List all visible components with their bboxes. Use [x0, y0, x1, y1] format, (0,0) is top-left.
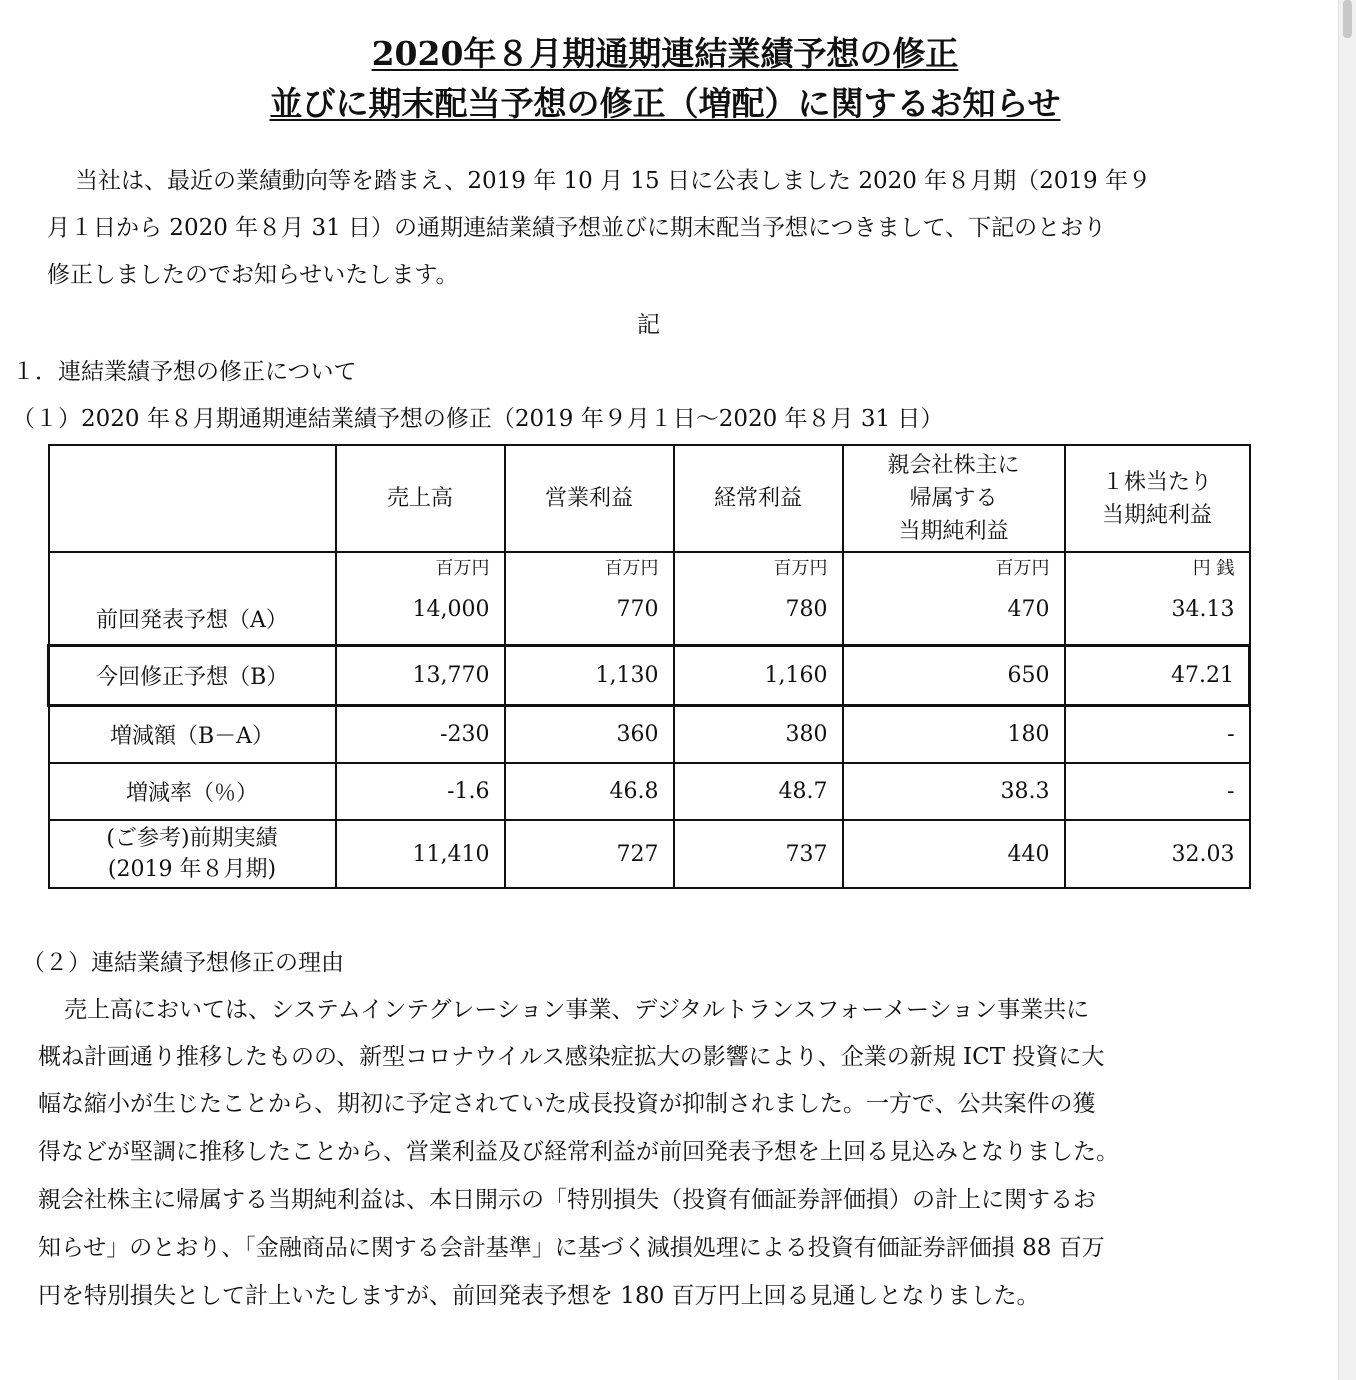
scrollbar-thumb[interactable] [1343, 0, 1352, 38]
cell-operating-profit: 46.8 [505, 763, 674, 820]
value: 470 [1007, 597, 1050, 622]
header-eps-line1: １株当たり [1101, 469, 1212, 495]
forecast-table [47, 444, 1251, 889]
row-label: 増減額（B－A） [49, 705, 336, 763]
row-label: 前回発表予想（A） [49, 552, 336, 645]
ki-heading: 記 [637, 312, 660, 338]
cell-operating-profit [505, 552, 674, 645]
intro-line-2: 月１日から 2020 年８月 31 日）の通期連結業績予想並びに期末配当予想につきまして、下記のとおり [47, 215, 1107, 241]
document-title-line1: 2020年８月期通期連結業績予想の修正 [371, 34, 959, 73]
header-eps-line2: 当期純利益 [1101, 502, 1212, 528]
reason-line-1: 売上高においては、システムインテグレーション事業、デジタルトランスフォーメーション事業共に [64, 997, 1090, 1023]
header-net-line2: 帰属する [909, 486, 998, 511]
cell-net-profit: 180 [843, 705, 1065, 763]
reason-line-6: 知らせ」のとおり、「金融商品に関する会計基準」に基づく減損処理による投資有価証券評価損 88 百万 [38, 1235, 1105, 1261]
table-row-change-rate [49, 763, 1250, 820]
row-label-line2: (2019 年８月期) [107, 857, 277, 882]
unit-label: 百万円 [995, 558, 1050, 579]
table-row-previous [49, 552, 1250, 645]
cell-net-profit [843, 552, 1065, 645]
cell-ordinary-profit: 1,160 [674, 645, 843, 705]
value: 770 [616, 597, 659, 622]
reason-line-3: 幅な縮小が生じたことから、期初に予定されていた成長投資が抑制されました。一方で、公共案件の獲 [38, 1091, 1096, 1117]
cell-net-profit: 38.3 [843, 763, 1065, 820]
reason-line-2: 概ね計画通り推移したものの、新型コロナウイルス感染症拡大の影響により、企業の新規 ICT 投資に大 [38, 1044, 1105, 1070]
header-net-line3: 当期純利益 [898, 519, 1009, 544]
cell-eps: 32.03 [1065, 820, 1250, 888]
unit-label: 百万円 [773, 558, 828, 579]
value: 14,000 [412, 597, 490, 622]
cell-sales: 11,410 [336, 820, 505, 888]
reason-line-5: 親会社株主に帰属する当期純利益は、本日開示の「特別損失（投資有価証券評価損）の計上に関するお [38, 1187, 1096, 1213]
unit-label: 百万円 [435, 558, 490, 579]
table-header-row [49, 445, 1250, 552]
cell-operating-profit: 727 [505, 820, 674, 888]
cell-sales: -1.6 [336, 763, 505, 820]
header-eps [1065, 445, 1250, 552]
document-title-line2: 並びに期末配当予想の修正（増配）に関するお知らせ [269, 84, 1061, 123]
value: 780 [785, 597, 828, 622]
header-ordinary-profit: 経常利益 [674, 445, 843, 552]
intro-line-1: 当社は、最近の業績動向等を踏まえ、2019 年 10 月 15 日に公表しました 2020 年８月期（2019 年９ [75, 168, 1152, 194]
section2-heading: （２）連結業績予想修正の理由 [22, 950, 344, 976]
row-label-line1: (ご参考)前期実績 [106, 826, 278, 851]
cell-net-profit: 650 [843, 645, 1065, 705]
header-net-line1: 親会社株主に [887, 453, 1020, 478]
row-label [49, 820, 336, 888]
intro-line-3: 修正しましたのでお知らせいたします。 [47, 262, 459, 288]
cell-eps [1065, 552, 1250, 645]
cell-eps: - [1065, 705, 1250, 763]
header-operating-profit: 営業利益 [505, 445, 674, 552]
header-empty-cell [49, 445, 336, 552]
value: 34.13 [1171, 597, 1235, 622]
cell-operating-profit: 360 [505, 705, 674, 763]
cell-sales [336, 552, 505, 645]
cell-sales: -230 [336, 705, 505, 763]
row-label: 今回修正予想（B） [49, 645, 336, 705]
cell-ordinary-profit: 48.7 [674, 763, 843, 820]
cell-eps: - [1065, 763, 1250, 820]
cell-sales: 13,770 [336, 645, 505, 705]
table-row-change-amount [49, 705, 1250, 763]
cell-ordinary-profit [674, 552, 843, 645]
cell-eps: 47.21 [1065, 645, 1250, 705]
table-row-revised [49, 645, 1250, 705]
cell-net-profit: 440 [843, 820, 1065, 888]
section1-subheading: （１）2020 年８月期通期連結業績予想の修正（2019 年９月１日～2020 年８月 31 日） [12, 406, 944, 432]
unit-label: 百万円 [604, 558, 659, 579]
header-sales: 売上高 [336, 445, 505, 552]
cell-ordinary-profit: 737 [674, 820, 843, 888]
table-row-prior-year [49, 820, 1250, 888]
reason-line-4: 得などが堅調に推移したことから、営業利益及び経常利益が前回発表予想を上回る見込みとなりました。 [38, 1139, 1119, 1165]
cell-operating-profit: 1,130 [505, 645, 674, 705]
section1-heading: １．連結業績予想の修正について [12, 359, 357, 385]
row-label: 増減率（％） [49, 763, 336, 820]
header-net-profit [843, 445, 1065, 552]
vertical-scrollbar[interactable] [1338, 0, 1356, 1380]
cell-ordinary-profit: 380 [674, 705, 843, 763]
reason-line-7: 円を特別損失として計上いたしますが、前回発表予想を 180 百万円上回る見通しとなりました。 [38, 1283, 1040, 1309]
unit-label: 円 銭 [1192, 558, 1235, 579]
